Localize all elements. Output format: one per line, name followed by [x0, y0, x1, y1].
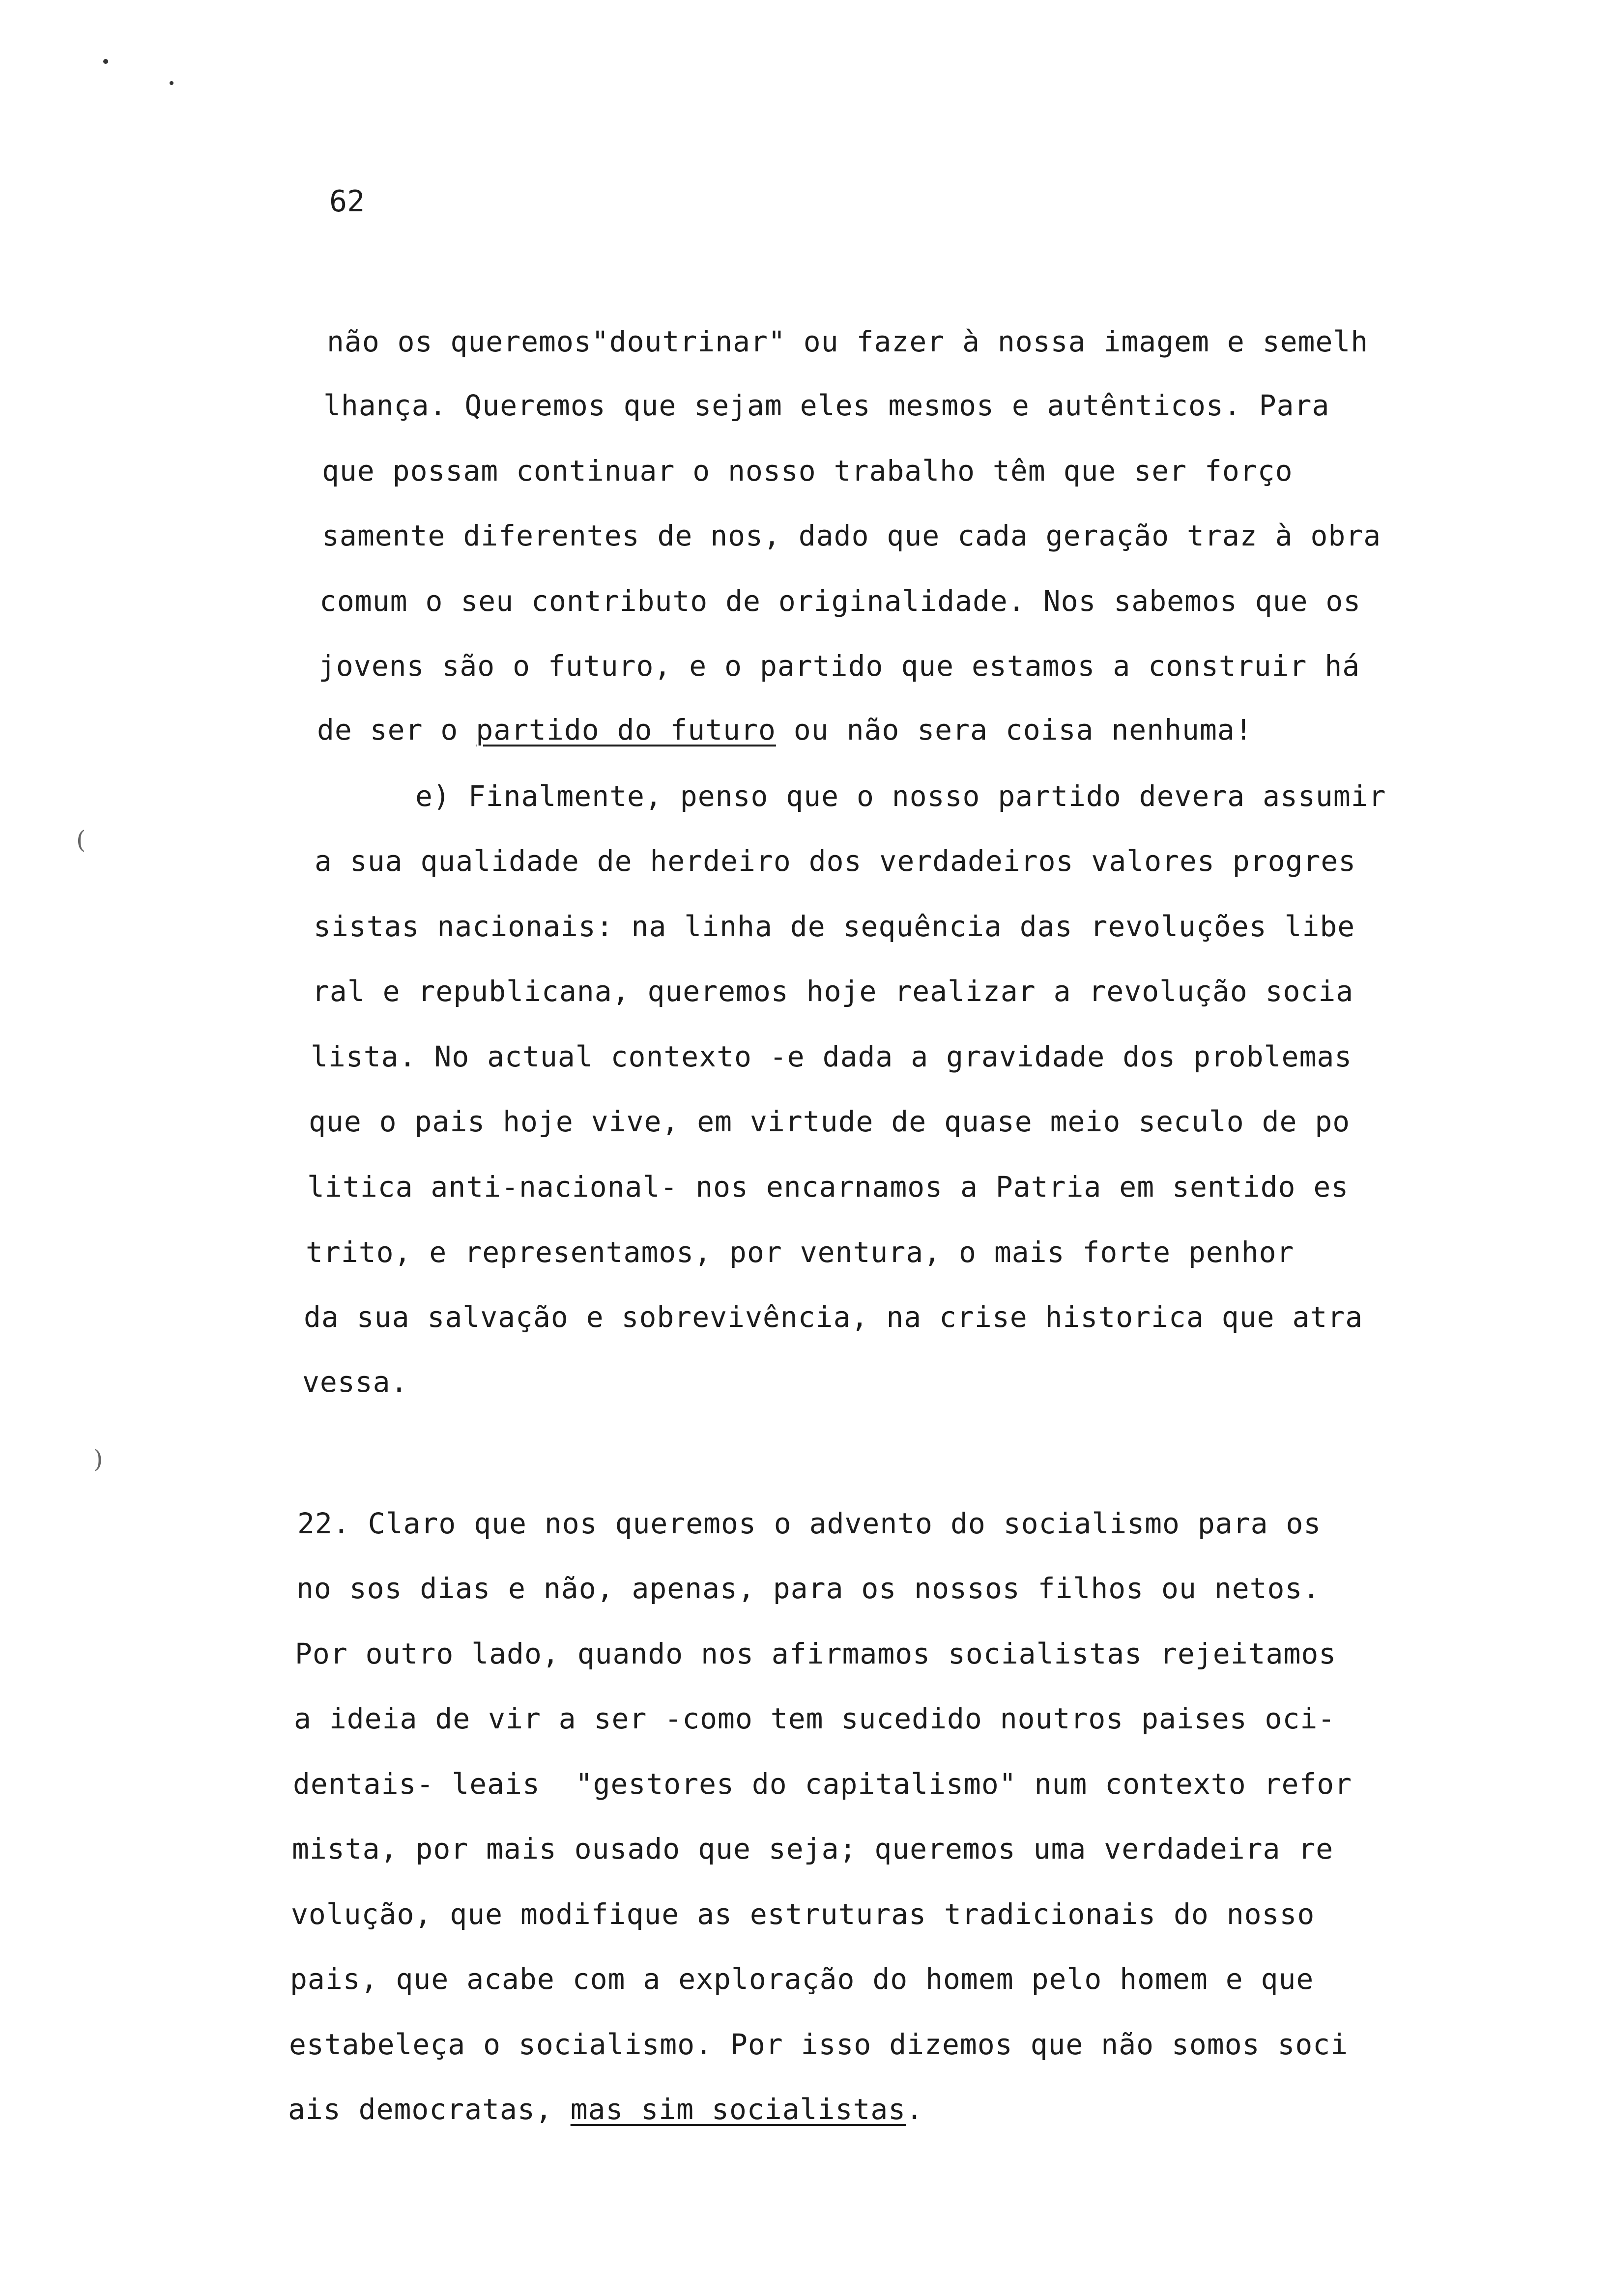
underlined-phrase: mas sim socialistas [570, 2093, 906, 2126]
paragraph-2-line: ral e republicana, queremos hoje realizar a revolução socia [312, 975, 1354, 1008]
paragraph-3-line: dentais- leais "gestores do capitalismo" num contexto refor [293, 1767, 1353, 1801]
margin-mark: ) [93, 1445, 103, 1473]
page-number: 62 [329, 184, 365, 219]
paragraph-3-line: no sos dias e não, apenas, para os nossos filhos ou netos. [296, 1572, 1321, 1605]
paragraph-2-line: litica anti-nacional- nos encarnamos a Patria em sentido es [307, 1170, 1349, 1204]
paragraph-3-line: a ideia de vir a ser -como tem sucedido noutros paises oci- [294, 1702, 1336, 1735]
paragraph-1-line: samente diferentes de nos, dado que cada geração traz à obra [322, 519, 1382, 552]
paragraph-3-line: pais, que acabe com a exploração do homem pelo homem e que [290, 1962, 1314, 1996]
text-segment: de ser o [317, 713, 476, 746]
text-segment: . [906, 2093, 924, 2126]
paragraph-1-line: comum o seu contributo de originalidade. Nos sabemos que os [319, 584, 1361, 618]
paragraph-2-line: sistas nacionais: na linha de sequência das revoluções libe [314, 910, 1355, 943]
paragraph-2-line: da sua salvação e sobrevivência, na crise historica que atra [304, 1300, 1363, 1334]
paragraph-3-line: 22. Claro que nos queremos o advento do socialismo para os [297, 1507, 1322, 1540]
margin-speck [170, 81, 173, 85]
paragraph-2-line: a sua qualidade de herdeiro dos verdadeiros valores progres [315, 844, 1356, 878]
paragraph-2-line: e) Finalmente, penso que o nosso partido devera assumir [415, 779, 1386, 813]
paragraph-3-line: estabeleça o socialismo. Por isso dizemos que não somos soci [289, 2028, 1349, 2061]
paragraph-1-line: não os queremos"doutrinar" ou fazer à nossa imagem e semelh [327, 325, 1369, 358]
paragraph-3-line-last [288, 2090, 923, 2129]
paragraph-2-line: trito, e representamos, por ventura, o mais forte penhor [306, 1235, 1295, 1269]
paragraph-1-line: lhança. Queremos que sejam eles mesmos e autênticos. Para [323, 389, 1330, 422]
paragraph-1-line-last [317, 710, 1253, 749]
paragraph-1-line: que possam continuar o nosso trabalho têm que ser forço [322, 454, 1293, 488]
text-segment: ou não sera coisa nenhuma! [776, 713, 1253, 746]
margin-mark: ( [76, 826, 86, 854]
paragraph-3-line: Por outro lado, quando nos afirmamos socialistas rejeitamos [295, 1637, 1337, 1670]
paragraph-2-line: vessa. [302, 1365, 408, 1399]
text-segment: ais democratas, [288, 2093, 571, 2126]
paragraph-3-line: volução, que modifique as estruturas tradicionais do nosso [291, 1897, 1315, 1931]
paragraph-1-line: jovens são o futuro, e o partido que estamos a construir há [318, 649, 1360, 683]
paragraph-3-line: mista, por mais ousado que seja; queremos uma verdadeira re [292, 1832, 1334, 1866]
margin-speck [103, 59, 108, 64]
paragraph-2-line: lista. No actual contexto -e dada a gravidade dos problemas [311, 1040, 1353, 1073]
paragraph-2-line: que o pais hoje vive, em virtude de quase meio seculo de po [309, 1105, 1351, 1138]
underlined-phrase: partido do futuro [476, 713, 776, 746]
